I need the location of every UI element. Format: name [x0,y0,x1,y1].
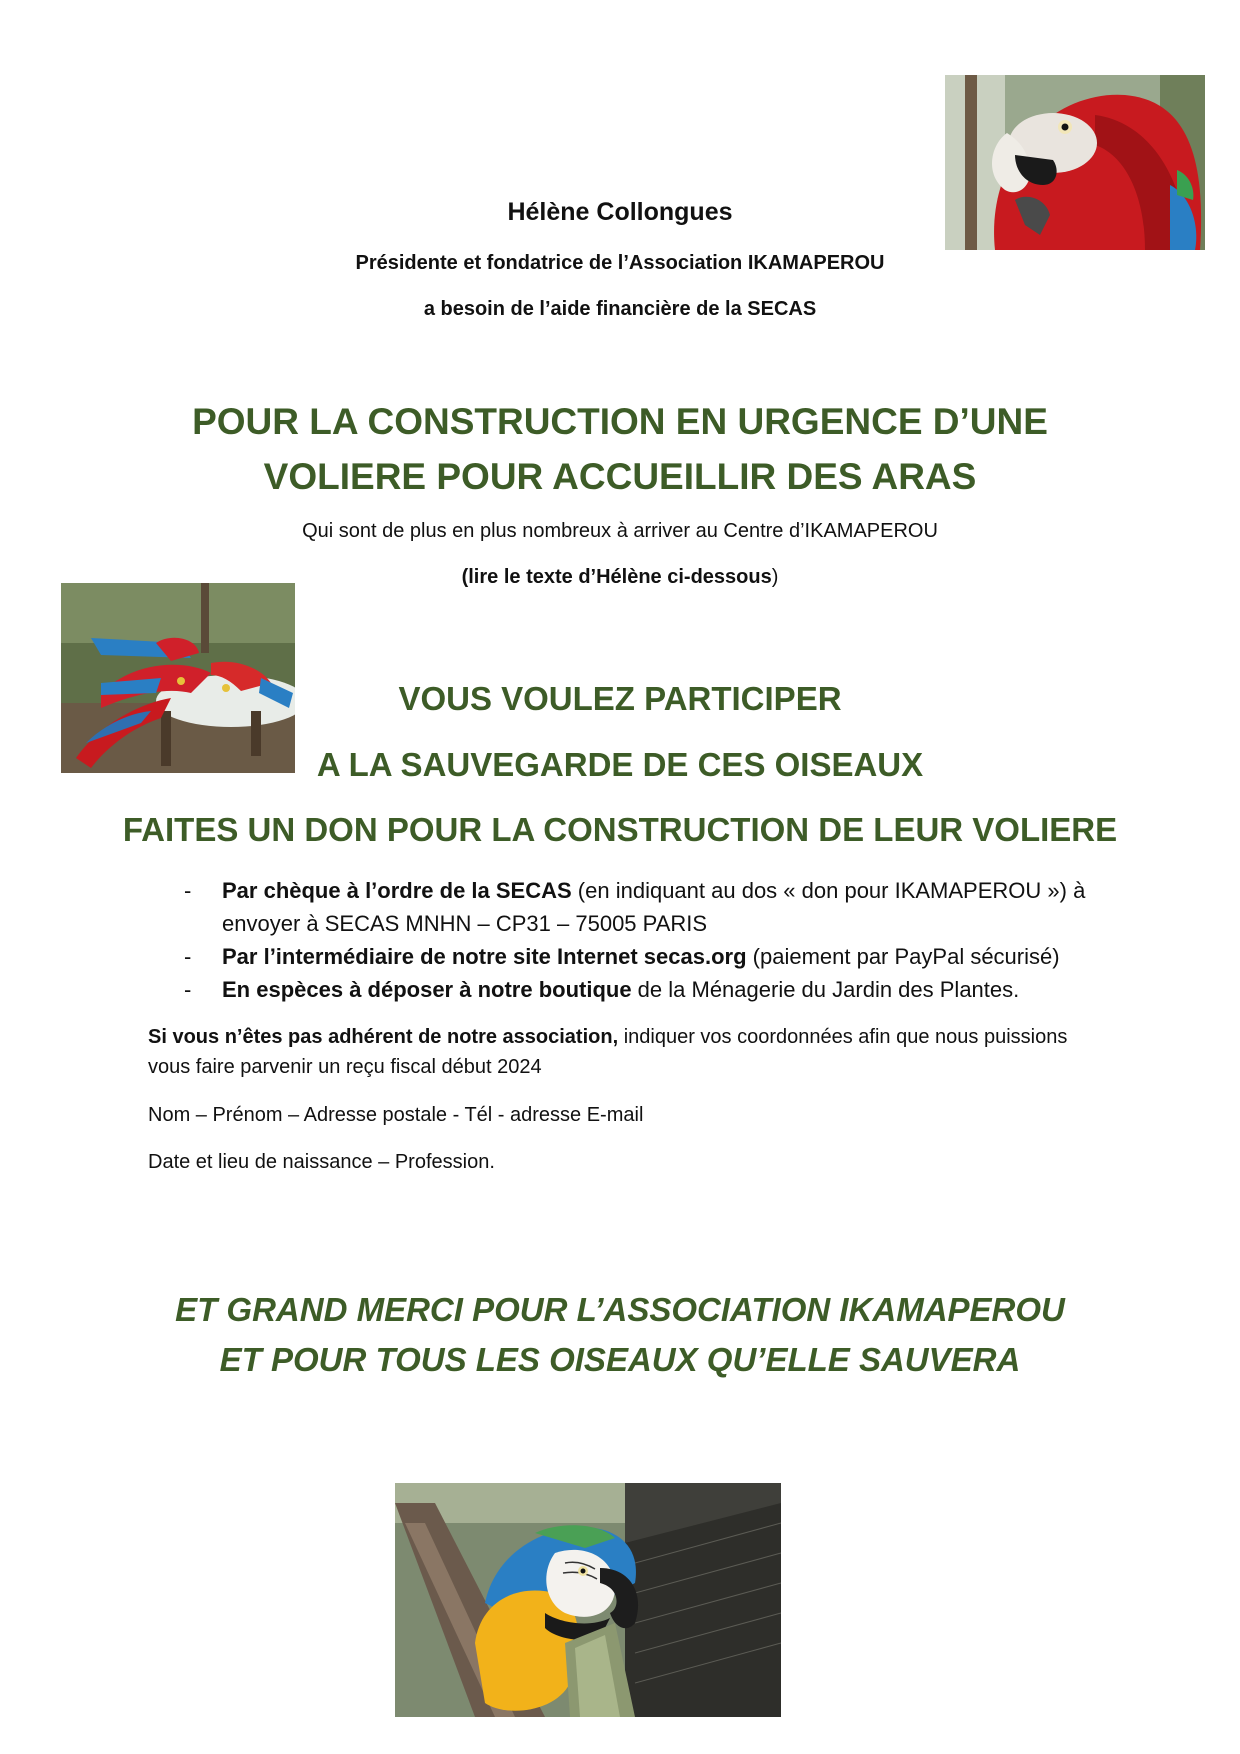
donation-method-label: Par l’intermédiaire de notre site Internet secas.org [222,944,747,969]
thanks-line-2: ET POUR TOUS LES OISEAUX QU’ELLE SAUVERA [219,1341,1021,1378]
read-note-bold: (lire le texte d’Hélène ci-dessous [461,566,772,588]
author-name: Hélène Collongues [507,198,733,226]
macaws-on-table-photo [61,583,295,773]
non-member-info [148,1022,1088,1082]
thanks-message [0,1285,1240,1385]
headline-line-1: POUR LA CONSTRUCTION EN URGENCE D’UNE [192,401,1048,442]
blue-gold-macaw-photo [395,1483,781,1717]
donation-method-label: En espèces à déposer à notre boutique [222,977,632,1002]
headline [0,394,1240,504]
cta-line-3: FAITES UN DON POUR LA CONSTRUCTION DE LEUR VOLIERE [122,811,1118,848]
cta-line-2: A LA SAUVEGARDE DE CES OISEAUX [316,746,924,783]
required-fields-line-1: Nom – Prénom – Adresse postale - Tél - adresse E-mail [148,1104,644,1126]
donation-methods-list [182,874,1102,1006]
donation-method-text: (paiement par PayPal sécurisé) [746,944,1060,969]
author-need: a besoin de l’aide financière de la SECAS [423,298,817,320]
read-note-close: ) [771,566,779,588]
donation-method-cheque [182,874,1102,940]
donation-method-cash [182,973,1102,1006]
donation-method-label: Par chèque à l’ordre de la SECAS [222,878,572,903]
thanks-line-1: ET GRAND MERCI POUR L’ASSOCIATION IKAMAPEROU [175,1291,1065,1328]
non-member-info-text: indiquer vos coordonnées afin que nous puissions vous faire parvenir un reçu fiscal début 2024 [148,1026,1068,1078]
subtitle: Qui sont de plus en plus nombreux à arriver au Centre d’IKAMAPEROU [302,520,938,542]
donation-method-website [182,940,1102,973]
cta-line-1: VOUS VOULEZ PARTICIPER [398,680,842,717]
headline-line-2: VOLIERE POUR ACCUEILLIR DES ARAS [263,456,977,497]
non-member-info-bold: Si vous n’êtes pas adhérent de notre association, [148,1026,619,1048]
required-fields-line-2: Date et lieu de naissance – Profession. [148,1151,495,1173]
author-role: Présidente et fondatrice de l’Association IKAMAPEROU [355,252,885,274]
donation-method-text: (en indiquant au dos « don pour IKAMAPEROU ») à envoyer à SECAS MNHN – CP31 – 75005 PARIS [222,878,1086,936]
donation-method-text: de la Ménagerie du Jardin des Plantes. [631,977,1020,1002]
